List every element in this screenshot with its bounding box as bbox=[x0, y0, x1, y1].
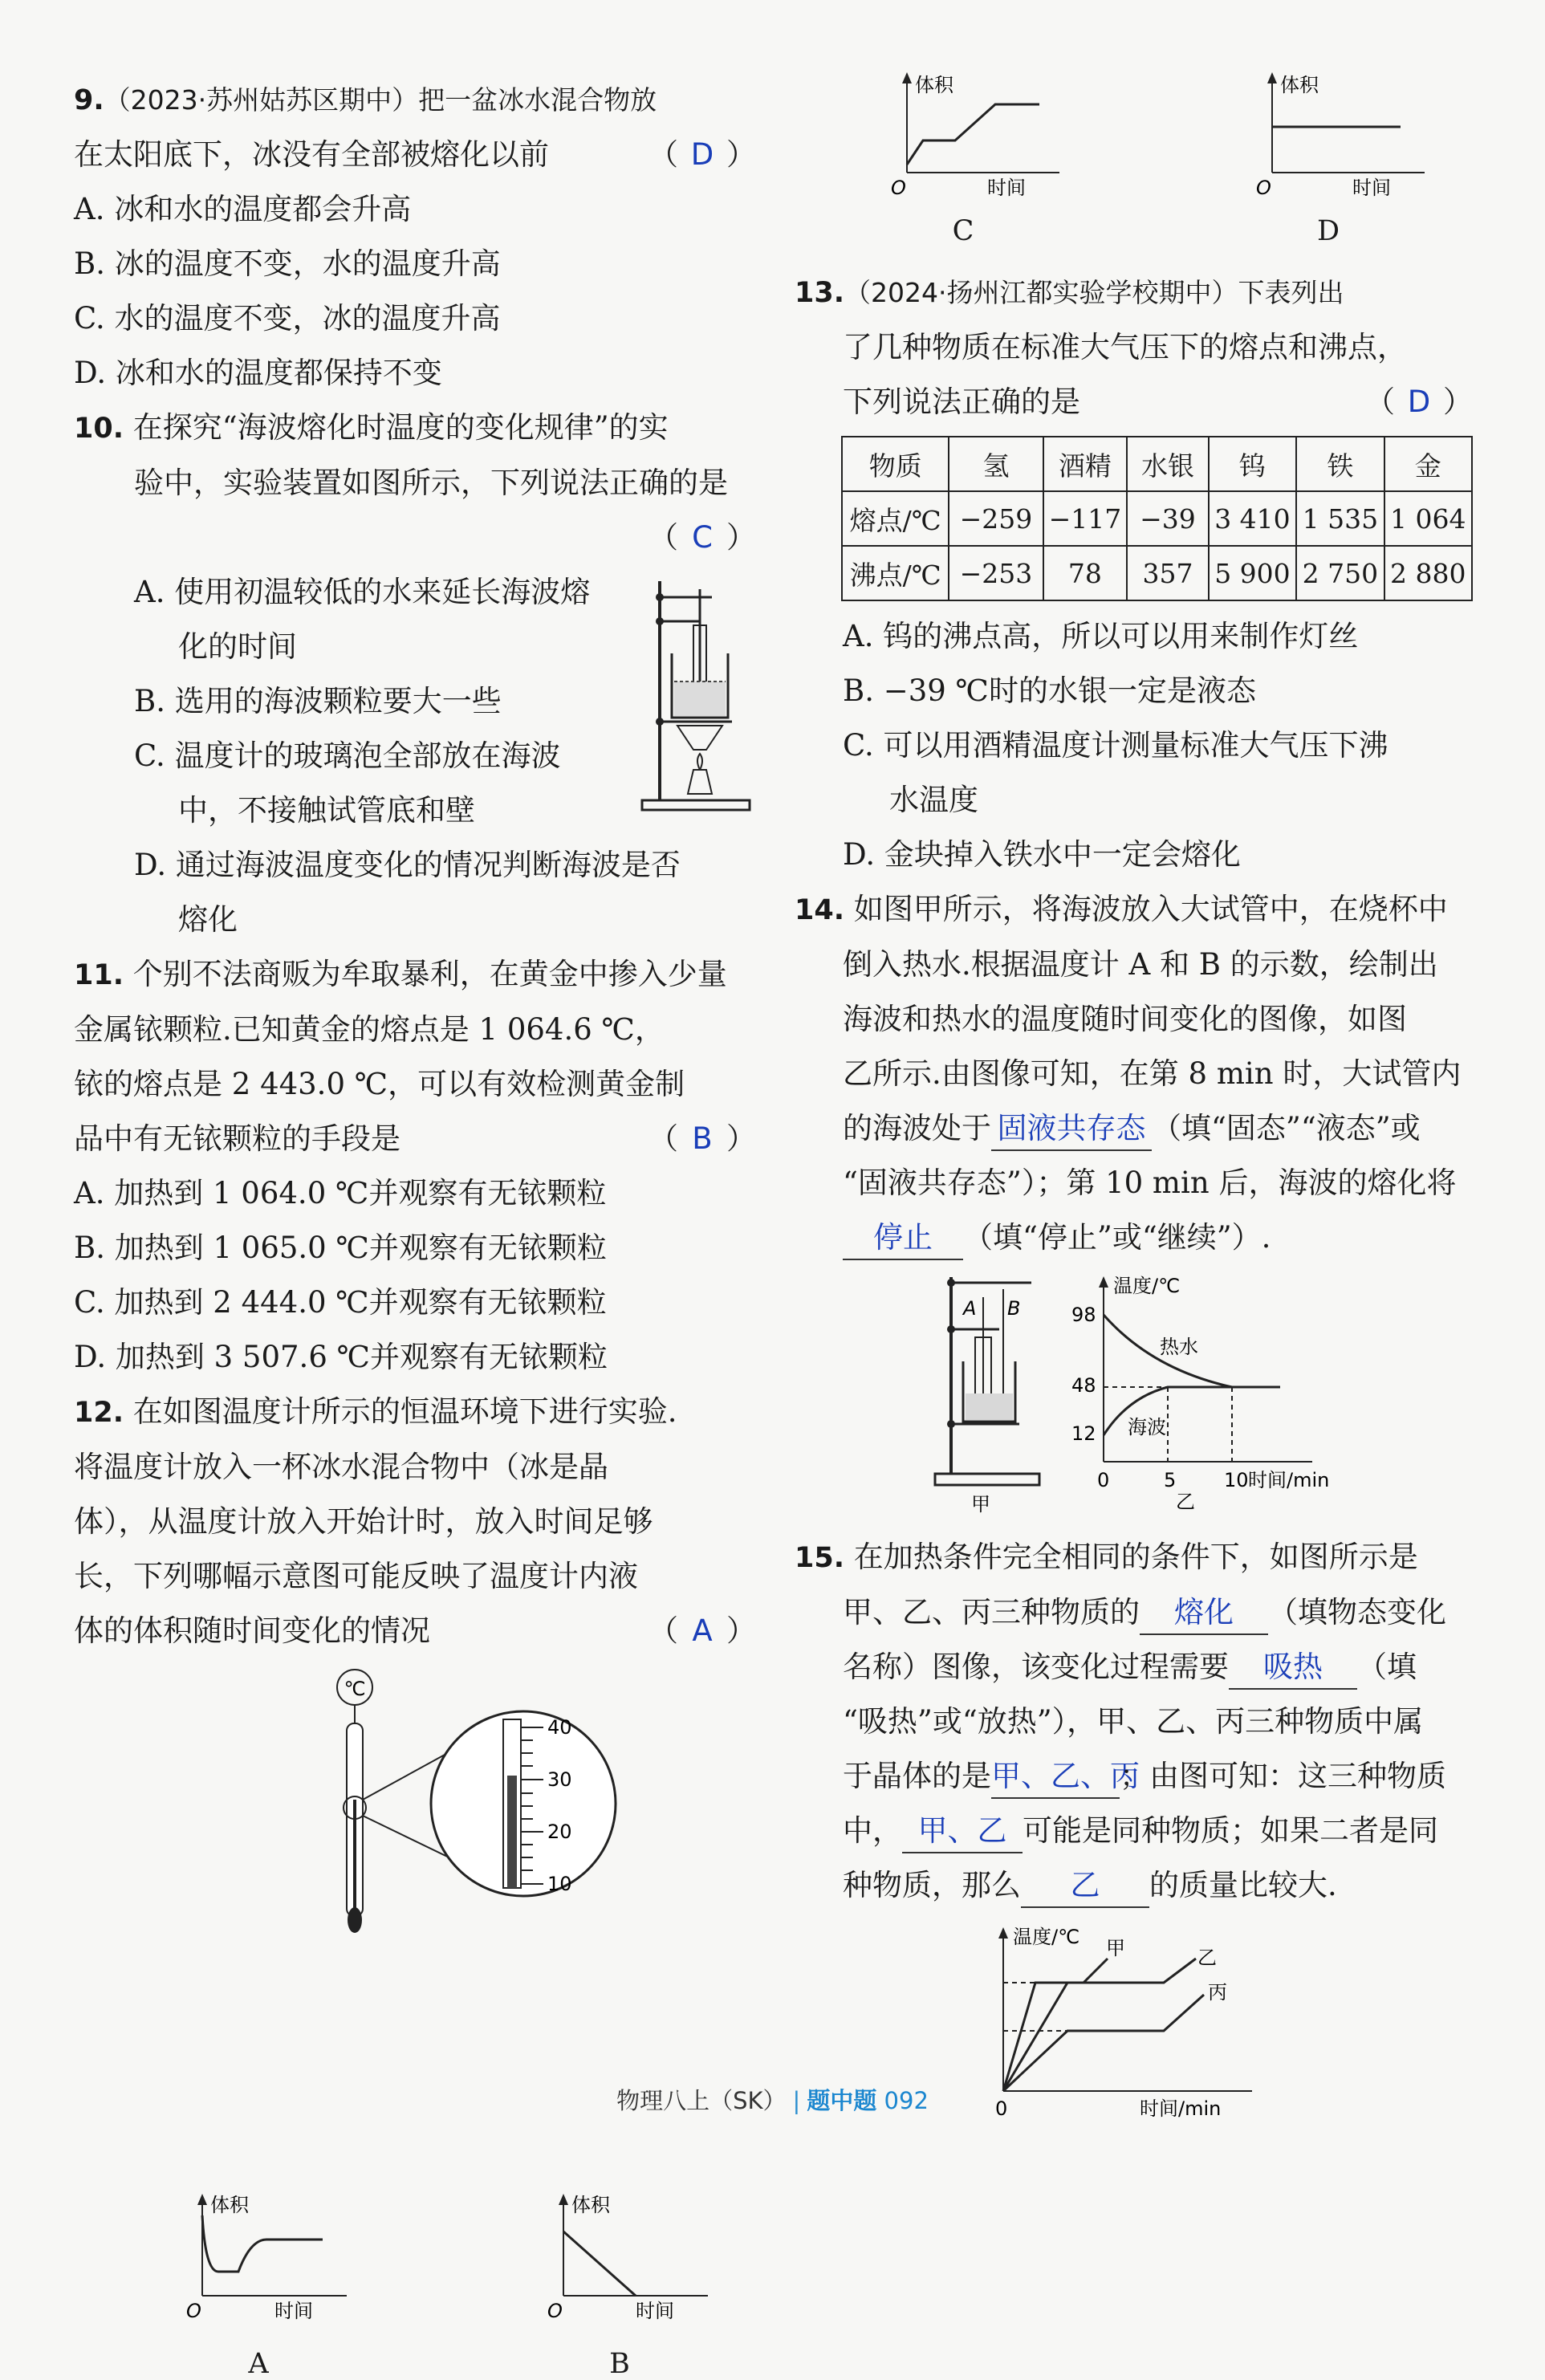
question-9: 9.（2023·苏州姑苏区期中）把一盆冰水混合物放 在太阳底下，冰没有全部被熔化以前 （ D ） A. 冰和水的温度都会升高 B. 冰的温度不变，水的温度升高 C. 水的温度不变，冰的温度升高 D. 冰和水的温度都保持不变 bbox=[74, 72, 756, 401]
q9-option-a: A. 冰和水的温度都会升高 bbox=[74, 192, 412, 226]
q14-figures bbox=[795, 1265, 1473, 1530]
q14-text-2: 倒入热水.根据温度计 A 和 B 的示数，绘制出 bbox=[843, 947, 1438, 982]
y-tick-12: 12 bbox=[1071, 1422, 1096, 1445]
svg-text:0: 0 bbox=[995, 2097, 1008, 2120]
graph-label-a: A bbox=[248, 2348, 269, 2380]
thermometer-b-label: B bbox=[1007, 1297, 1021, 1320]
q10-option-c-2: 中，不接触试管底和壁 bbox=[178, 793, 475, 828]
curve-jia-label: 甲 bbox=[1106, 1937, 1125, 1959]
q14-text-5b: （填“固态”“液态”或 bbox=[1152, 1111, 1421, 1145]
svg-text:体积: 体积 bbox=[571, 2194, 610, 2216]
q12-text-4: 长，下列哪幅示意图可能反映了温度计内液 bbox=[74, 1559, 638, 1593]
graph-label-c: C bbox=[952, 215, 974, 247]
thermometer-figure bbox=[315, 1663, 652, 1952]
q11-option-c: C. 加热到 2 444.0 ℃并观察有无铱颗粒 bbox=[74, 1285, 607, 1320]
q14-blank-1: 固液共存态 bbox=[991, 1108, 1152, 1151]
q13-text-3: 下列说法正确的是 bbox=[843, 384, 1080, 419]
q9-answer: D bbox=[690, 137, 714, 172]
graph-label-d: D bbox=[1316, 215, 1340, 247]
svg-text:体积: 体积 bbox=[915, 74, 953, 96]
q11-option-d: D. 加热到 3 507.6 ℃并观察有无铱颗粒 bbox=[74, 1340, 608, 1374]
q12-text-2: 将温度计放入一杯冰水混合物中（冰是晶 bbox=[74, 1450, 608, 1484]
q15-text-6a: 中， bbox=[843, 1813, 902, 1848]
svg-text:时间: 时间 bbox=[274, 2300, 313, 2322]
q9-option-c: C. 水的温度不变，冰的温度升高 bbox=[74, 301, 501, 336]
y-tick-48: 48 bbox=[1071, 1374, 1096, 1397]
q11-text-4: 品中有无铱颗粒的手段是 bbox=[74, 1121, 400, 1156]
q13-option-a: A. 钨的沸点高，所以可以用来制作灯丝 bbox=[843, 619, 1359, 653]
q10-option-a-1: A. 使用初温较低的水来延长海波熔 bbox=[134, 575, 591, 609]
x-tick-10: 10 bbox=[1224, 1469, 1249, 1491]
footer-separator: | bbox=[792, 2087, 801, 2114]
svg-text:体积: 体积 bbox=[1280, 74, 1319, 96]
q15-text-7b: 的质量比较大. bbox=[1149, 1868, 1337, 1902]
svg-text:体积: 体积 bbox=[210, 2194, 249, 2216]
scale-20: 20 bbox=[547, 1821, 572, 1843]
q14-temperature-graph-yi bbox=[1055, 1265, 1376, 1514]
q13-option-c-1: C. 可以用酒精温度计测量标准大气压下沸 bbox=[843, 728, 1388, 763]
q15-blank-4: 甲、乙 bbox=[902, 1810, 1023, 1853]
volume-graph-d bbox=[1256, 56, 1441, 201]
x-tick-0: 0 bbox=[1097, 1469, 1110, 1491]
melting-boiling-table bbox=[841, 436, 1473, 601]
footer-brand: 题中题 bbox=[807, 2087, 877, 2114]
q15-text-1: 在加热条件完全相同的条件下，如图所示是 bbox=[853, 1540, 1418, 1574]
thermo-unit-symbol: ℃ bbox=[344, 1678, 366, 1700]
svg-text:温度/℃: 温度/℃ bbox=[1113, 1275, 1181, 1297]
q11-option-b: B. 加热到 1 065.0 ℃并观察有无铱颗粒 bbox=[74, 1231, 607, 1265]
q13-option-b: B. −39 ℃时的水银一定是液态 bbox=[843, 673, 1256, 708]
curve-hot-water-label: 热水 bbox=[1160, 1336, 1198, 1358]
q15-blank-1: 熔化 bbox=[1140, 1592, 1268, 1635]
q10-option-d-1: D. 通过海波温度变化的情况判断海波是否 bbox=[134, 848, 681, 882]
right-column bbox=[792, 56, 1473, 2123]
q10-text-1: 在探究“海波熔化时温度的变化规律”的实 bbox=[132, 410, 669, 445]
q15-blank-2: 吸热 bbox=[1229, 1646, 1357, 1690]
q14-text-3: 海波和热水的温度随时间变化的图像，如图 bbox=[843, 1002, 1407, 1036]
q10-option-a-2: 化的时间 bbox=[178, 629, 297, 664]
volume-graph-c bbox=[891, 56, 1075, 201]
figure-yi-label: 乙 bbox=[1176, 1491, 1195, 1513]
q11-answer: B bbox=[692, 1121, 713, 1156]
q15-text-7a: 种物质，那么 bbox=[843, 1868, 1021, 1902]
table-row: 熔点/℃ −259 −117 −39 3 410 1 535 1 064 bbox=[842, 491, 1472, 546]
scale-30: 30 bbox=[547, 1768, 572, 1791]
svg-text:时间: 时间 bbox=[636, 2300, 674, 2322]
question-15: 15. 在加热条件完全相同的条件下，如图所示是 甲、乙、丙三种物质的 熔化 （填物态变化 名称）图像，该变化过程需要 吸热 （填 “吸热”或“放热”），甲、乙、丙三种物质中属 于晶体的是甲、乙、丙；由图可知：这三种物质 中， 甲、乙 可能是同种物质；如果二者是同 种物质，那么 乙 的质量比较大. 温度/℃ 0 时间/min 甲 乙 丙 bbox=[795, 1530, 1473, 2123]
q14-apparatus-jia bbox=[927, 1273, 1055, 1514]
svg-text:温度/℃: 温度/℃ bbox=[1013, 1926, 1080, 1948]
q15-text-3b: （填 bbox=[1357, 1650, 1417, 1684]
q15-text-3a: 名称）图像，该变化过程需要 bbox=[843, 1650, 1229, 1684]
q10-answer-paren: （ C ） bbox=[648, 520, 756, 555]
q13-answer: D bbox=[1407, 384, 1431, 419]
q10-option-b: B. 选用的海波颗粒要大一些 bbox=[134, 684, 502, 718]
footer-page-number: 092 bbox=[884, 2087, 929, 2114]
svg-text:时间: 时间 bbox=[987, 177, 1026, 199]
q10-text-2: 验中，实验装置如图所示，下列说法正确的是 bbox=[134, 466, 728, 500]
q14-text-5a: 的海波处于 bbox=[843, 1111, 991, 1145]
q12-text-1: 在如图温度计所示的恒温环境下进行实验. bbox=[132, 1394, 677, 1429]
q9-option-b: B. 冰的温度不变，水的温度升高 bbox=[74, 246, 501, 281]
q12-answer: A bbox=[692, 1613, 713, 1648]
q13-answer-paren: （ D ） bbox=[1365, 375, 1473, 429]
q11-option-a: A. 加热到 1 064.0 ℃并观察有无铱颗粒 bbox=[74, 1176, 607, 1210]
q13-text-1: （2024·扬州江都实验学校期中）下表列出 bbox=[844, 277, 1344, 308]
q15-text-6b: 可能是同种物质；如果二者是同 bbox=[1023, 1813, 1438, 1848]
table-header-row: 物质 氢 酒精 水银 钨 铁 金 bbox=[842, 437, 1472, 491]
question-14: 14. 如图甲所示，将海波放入大试管中，在烧杯中 倒入热水.根据温度计 A 和 B 的示数，绘制出 海波和热水的温度随时间变化的图像，如图 乙所示.由图像可知，在第 8 min 时，大试管内 的海波处于 固液共存态 （填“固态”“液态”或 “固液共存态”）；第 10 min 后，海波的熔化将 停止 （填“停止”或“继续”）. A B 甲 温度/℃ 98 48 12 0 5 10 时间/min 热水 海波 乙 bbox=[795, 882, 1473, 1530]
scale-10: 10 bbox=[547, 1873, 572, 1895]
q13-text-2: 了几种物质在标准大气压下的熔点和沸点， bbox=[843, 330, 1407, 364]
curve-yi-label: 乙 bbox=[1197, 1947, 1217, 1969]
svg-text:时间/min: 时间/min bbox=[1140, 2097, 1222, 2120]
q10-option-d-2: 熔化 bbox=[178, 902, 238, 937]
question-11: 11. 个别不法商贩为牟取暴利，在黄金中掺入少量 金属铱颗粒.已知黄金的熔点是 1 064.6 ℃， 铱的熔点是 2 443.0 ℃，可以有效检测黄金制 品中有无铱颗粒的手段是 （ B ） A. 加热到 1 064.0 ℃并观察有无铱颗粒 B. 加热到 1 065.0 ℃并观察有无铱颗粒 C. 加热到 2 444.0 ℃并观察有无铱颗粒 D. 加热到 3 507.6 ℃并观察有无铱颗粒 bbox=[74, 947, 756, 1385]
y-tick-98: 98 bbox=[1071, 1304, 1096, 1326]
curve-hypo-label: 海波 bbox=[1128, 1416, 1166, 1438]
scale-40: 40 bbox=[547, 1716, 572, 1739]
q12-text-5: 体的体积随时间变化的情况 bbox=[74, 1613, 430, 1648]
q15-text-2a: 甲、乙、丙三种物质的 bbox=[843, 1595, 1140, 1629]
curve-bing-label: 丙 bbox=[1208, 1981, 1227, 2004]
q12-answer-paren: （ A ） bbox=[648, 1604, 756, 1658]
q9-text-1: （2023·苏州姑苏区期中）把一盆冰水混合物放 bbox=[104, 84, 657, 116]
svg-text:O: O bbox=[891, 177, 906, 199]
q15-blank-5: 乙 bbox=[1021, 1865, 1149, 1908]
figure-jia-label: 甲 bbox=[971, 1493, 990, 1514]
volume-graph-b bbox=[547, 2187, 716, 2324]
q9-option-d: D. 冰和水的温度都保持不变 bbox=[74, 356, 442, 390]
q9-text-2: 在太阳底下，冰没有全部被熔化以前 bbox=[74, 137, 549, 172]
q12-graphs-c-d bbox=[795, 56, 1473, 265]
q14-blank-2: 停止 bbox=[843, 1217, 963, 1260]
svg-text:时间/min: 时间/min bbox=[1248, 1469, 1330, 1491]
q14-text-7b: （填“停止”或“继续”）. bbox=[963, 1220, 1271, 1255]
thermometer-a-label: A bbox=[963, 1297, 977, 1320]
q10-option-c-1: C. 温度计的玻璃泡全部放在海波 bbox=[134, 738, 561, 773]
x-tick-5: 5 bbox=[1164, 1469, 1177, 1491]
graph-label-b: B bbox=[609, 2348, 630, 2380]
q15-text-5b: ；由图可知：这三种物质 bbox=[1120, 1759, 1446, 1793]
melting-apparatus-figure bbox=[636, 577, 756, 818]
svg-text:O: O bbox=[1256, 177, 1271, 199]
svg-text:O: O bbox=[547, 2300, 563, 2322]
q15-text-4: “吸热”或“放热”），甲、乙、丙三种物质中属 bbox=[843, 1704, 1424, 1739]
q13-option-c-2: 水温度 bbox=[889, 783, 978, 817]
question-13: 13.（2024·扬州江都实验学校期中）下表列出 了几种物质在标准大气压下的熔点和沸点， 下列说法正确的是 （ D ） 物质 氢 酒精 水银 钨 铁 金 熔点/℃ −259 −117 −39 3 410 1 535 1 064 沸点/℃ −253 78 357 5 900 2 750 2 880 A. 钨的沸点高，所以可以用来制作灯丝 B. −39 ℃时的水银一定是液态 C. 可以用酒精温度计测量标准大气压下沸 水温度 D. 金块掉入铁水中一定会熔化 bbox=[795, 265, 1473, 882]
q15-text-5a: 于晶体的是 bbox=[843, 1759, 991, 1793]
q11-answer-paren: （ B ） bbox=[648, 1112, 756, 1166]
volume-graph-a bbox=[186, 2187, 355, 2324]
question-12: 12. 在如图温度计所示的恒温环境下进行实验. 将温度计放入一杯冰水混合物中（冰是晶 体），从温度计放入开始计时，放入时间足够 长，下列哪幅示意图可能反映了温度计内液 体的体积随时间变化的情况 （ A ） ℃ 40 30 20 10 体积 O 时间 A 体积 O 时间 B bbox=[74, 1394, 756, 2380]
q15-blank-3: 甲、乙、丙 bbox=[991, 1756, 1120, 1799]
footer-book: 物理八上（SK） bbox=[616, 2087, 787, 2114]
q11-text-3: 铱的熔点是 2 443.0 ℃，可以有效检测黄金制 bbox=[74, 1067, 685, 1101]
page-footer bbox=[0, 2083, 1545, 2116]
q14-text-6: “固液共存态”）；第 10 min 后，海波的熔化将 bbox=[843, 1166, 1457, 1200]
q12-text-3: 体），从温度计放入开始计时，放入时间足够 bbox=[74, 1504, 653, 1539]
q14-text-1: 如图甲所示，将海波放入大试管中，在烧杯中 bbox=[853, 892, 1448, 926]
q11-text-2: 金属铱颗粒.已知黄金的熔点是 1 064.6 ℃， bbox=[74, 1012, 665, 1047]
svg-text:时间: 时间 bbox=[1352, 177, 1391, 199]
question-10: 10. 在探究“海波熔化时温度的变化规律”的实 验中，实验装置如图所示，下列说法正确的是 （ C ） A. 使用初温较低的水来延长海波熔 化的时间 B. 选用的海波颗粒要大一些 C. 温度计的玻璃泡全部放在海波 中，不接触试管底和壁 D. 通过海波温度变化的情况判断海波是否 熔化 bbox=[74, 401, 756, 947]
q13-option-d: D. 金块掉入铁水中一定会熔化 bbox=[843, 837, 1241, 872]
q9-answer-paren: （ D ） bbox=[648, 128, 756, 182]
q11-text-1: 个别不法商贩为牟取暴利，在黄金中掺入少量 bbox=[132, 957, 727, 991]
q10-answer: C bbox=[692, 520, 713, 555]
table-row: 沸点/℃ −253 78 357 5 900 2 750 2 880 bbox=[842, 546, 1472, 600]
svg-text:O: O bbox=[186, 2300, 201, 2322]
q14-text-4: 乙所示.由图像可知，在第 8 min 时，大试管内 bbox=[843, 1056, 1462, 1091]
q15-text-2b: （填物态变化 bbox=[1268, 1595, 1446, 1629]
